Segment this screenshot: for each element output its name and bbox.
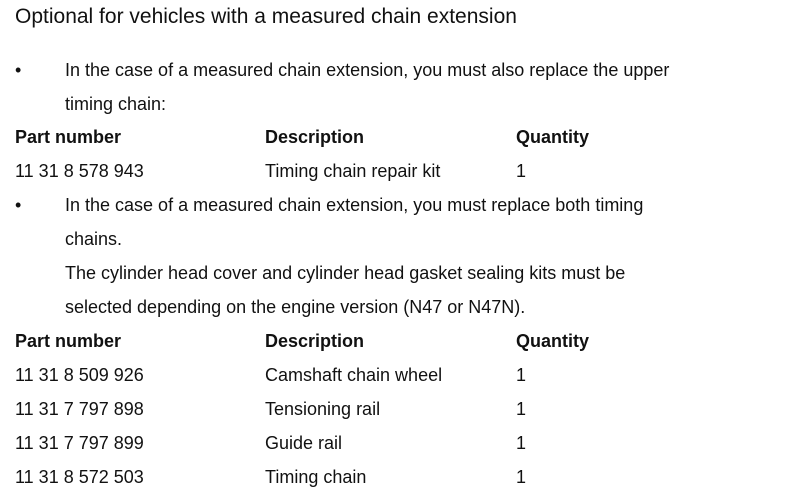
section2-text-line3: The cylinder head cover and cylinder head gasket sealing kits must be [65, 263, 626, 283]
quantity-cell: 1 [516, 433, 527, 453]
quantity-cell: 1 [516, 161, 527, 181]
quantity-cell: 1 [516, 467, 527, 487]
quantity-cell: 1 [516, 365, 527, 385]
description-cell: Timing chain [265, 467, 367, 487]
table-row [15, 392, 775, 426]
description-cell: Guide rail [265, 433, 343, 453]
part-number-cell: 11 31 7 797 899 [15, 433, 144, 453]
part-number-cell: 11 31 8 572 503 [15, 467, 144, 487]
description-cell: Tensioning rail [265, 399, 381, 419]
section1-text-line2: timing chain: [65, 94, 167, 114]
table2-header-row [15, 324, 775, 358]
quantity-cell: 1 [516, 399, 527, 419]
bullet-marker: • [15, 195, 22, 215]
section2-text-line4: selected depending on the engine version (N47 or N47N). [65, 297, 526, 317]
header-part-number: Part number [15, 331, 122, 351]
header-part-number: Part number [15, 127, 122, 147]
section1-text-line1: In the case of a measured chain extension, you must also replace the upper [65, 60, 670, 80]
description-cell: Timing chain repair kit [265, 161, 441, 181]
table-row [15, 358, 775, 392]
table-row [15, 154, 775, 188]
description-cell: Camshaft chain wheel [265, 365, 443, 385]
header-description: Description [265, 127, 365, 147]
bullet-marker: • [15, 60, 22, 80]
table-row [15, 460, 775, 494]
header-description: Description [265, 331, 365, 351]
page-heading: Optional for vehicles with a measured chain extension [15, 5, 517, 28]
table-row [15, 426, 775, 460]
part-number-cell: 11 31 8 509 926 [15, 365, 144, 385]
header-quantity: Quantity [516, 127, 590, 147]
section2-text-line1: In the case of a measured chain extension, you must replace both timing [65, 195, 644, 215]
table1-header-row [15, 120, 775, 154]
header-quantity: Quantity [516, 331, 590, 351]
section2-text-line2: chains. [65, 229, 123, 249]
part-number-cell: 11 31 8 578 943 [15, 161, 144, 181]
part-number-cell: 11 31 7 797 898 [15, 399, 144, 419]
